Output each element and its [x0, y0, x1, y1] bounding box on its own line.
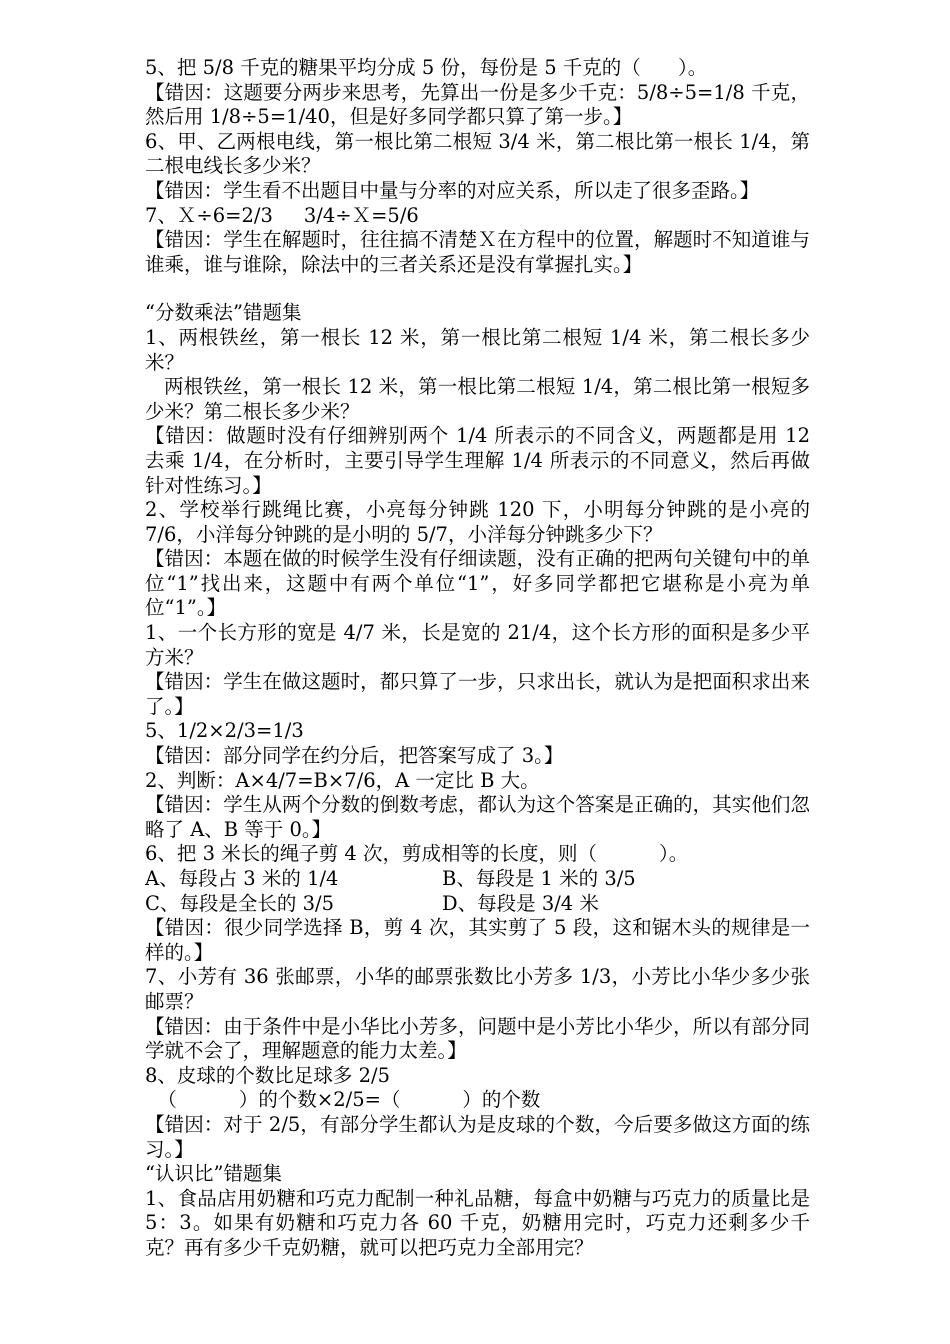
- question-text: 8、皮球的个数比足球多 2/5: [145, 1063, 390, 1087]
- error-cause-note: 【错因：这题要分两步来思考，先算出一份是多少千克：5/8÷5=1/8 千克，然后用 1/8÷5=1/40，但是好多同学都只算了第一步。】: [145, 80, 810, 129]
- error-cause-note: 【错因：部分同学在约分后，把答案写成了 3。】: [145, 744, 564, 768]
- answer-options-row: [145, 892, 810, 917]
- question-text: 7、小芳有 36 张邮票，小华的邮票张数比小芳多 1/3，小芳比小华少多少张邮票？: [145, 965, 810, 1013]
- question-text: 2、判断：A×4/7=B×7/6，A 一定比 B 大。: [145, 768, 540, 792]
- question-text: 5、把 5/8 千克的糖果平均分成 5 份，每份是 5 千克的（ ）。: [145, 56, 708, 79]
- answer-option: D、每段是 3/4 米: [442, 891, 599, 915]
- error-cause-note: 【错因：由于条件中是小华比小芳多，问题中是小芳比小华少，所以有部分同学就不会了，理解题意的能力太差。】: [145, 1014, 810, 1063]
- error-cause-note: 【错因：学生从两个分数的倒数考虑，都认为这个答案是正确的，其实他们忽略了 A、B 等于 0。】: [145, 793, 810, 841]
- question-text: 2、学校举行跳绳比赛，小亮每分钟跳 120 下，小明每分钟跳的是小亮的 7/6，小洋每分钟跳的是小明的 5/7，小洋每分钟跳多少下？: [145, 498, 817, 546]
- answer-option: A、每段占 3 米的 1/4: [145, 867, 339, 890]
- error-cause-note: 【错因：学生在解题时，往往搞不清楚Ｘ在方程中的位置，解题时不知道谁与谁乘，谁与谁除，除法中的三者关系还是没有掌握扎实。】: [145, 228, 810, 276]
- error-cause-note: 【错因：学生看不出题目中量与分率的对应关系，所以走了很多歪路。】: [145, 178, 760, 202]
- error-cause-note: 【错因：做题时没有仔细辨别两个 1/4 所表示的不同含义，两题都是用 12 去乘 1/4，在分析时，主要引导学生理解 1/4 所表示的不同意义，然后再做针对性练习。】: [145, 424, 817, 497]
- error-cause-note: 【错因：很少同学选择 B，剪 4 次，其实剪了 5 段，这和锯木头的规律是一样的。】: [145, 916, 810, 964]
- answer-option: C、每段是全长的 3/5: [145, 891, 335, 915]
- question-text: 1、两根铁丝，第一根长 12 米，第一根比第二根短 1/4 米，第二根长多少米？: [145, 325, 810, 374]
- question-text: 6、甲、乙两根电线，第一根比第二根短 3/4 米，第二根比第一根长 1/4，第二根电线长多少米？: [145, 129, 810, 178]
- question-text: 两根铁丝，第一根长 12 米，第一根比第二根短 1/4，第二根比第一根短多少米？第二根长多少米？: [145, 375, 810, 423]
- error-cause-note: 【错因：学生在做这题时，都只算了一步，只求出长，就认为是把面积求出来了。】: [145, 670, 810, 718]
- answer-option: B、每段是 1 米的 3/5: [442, 867, 636, 890]
- question-text: 1、一个长方形的宽是 4/7 米，长是宽的 21/4，这个长方形的面积是多少平方米？: [145, 621, 810, 669]
- section-heading: “认识比”错题集: [145, 1162, 282, 1186]
- section-heading: “分数乘法”错题集: [145, 301, 302, 325]
- question-text: 1、食品店用奶糖和巧克力配制一种礼品糖，每盒中奶糖与巧克力的质量比是 5：3。如果有奶糖和巧克力各 60 千克，奶糖用完时，巧克力还剩多少千克？再有多少千克奶糖，就可以把巧克力全部用完？: [145, 1186, 817, 1259]
- error-cause-note: 【错因：本题在做的时候学生没有仔细读题，没有正确的把两句关键句中的单位“1”找出来，这题中有两个单位“1”，好多同学都把它堪称是小亮为单位“1”。】: [145, 547, 810, 620]
- document-page: [145, 56, 817, 1261]
- question-text: 5、1/2×2/3=1/3: [145, 719, 304, 743]
- answer-options-row: [145, 867, 810, 892]
- question-text: 6、把 3 米长的绳子剪 4 次，剪成相等的长度，则（ ）。: [145, 842, 689, 866]
- question-text: （ ）的个数×2/5=（ ）的个数: [145, 1088, 541, 1112]
- error-cause-note: 【错因：对于 2/5，有部分学生都认为是皮球的个数，今后要多做这方面的练习。】: [145, 1112, 810, 1161]
- question-text: 7、Ｘ÷6=2/3 3/4÷Ｘ=5/6: [145, 203, 419, 227]
